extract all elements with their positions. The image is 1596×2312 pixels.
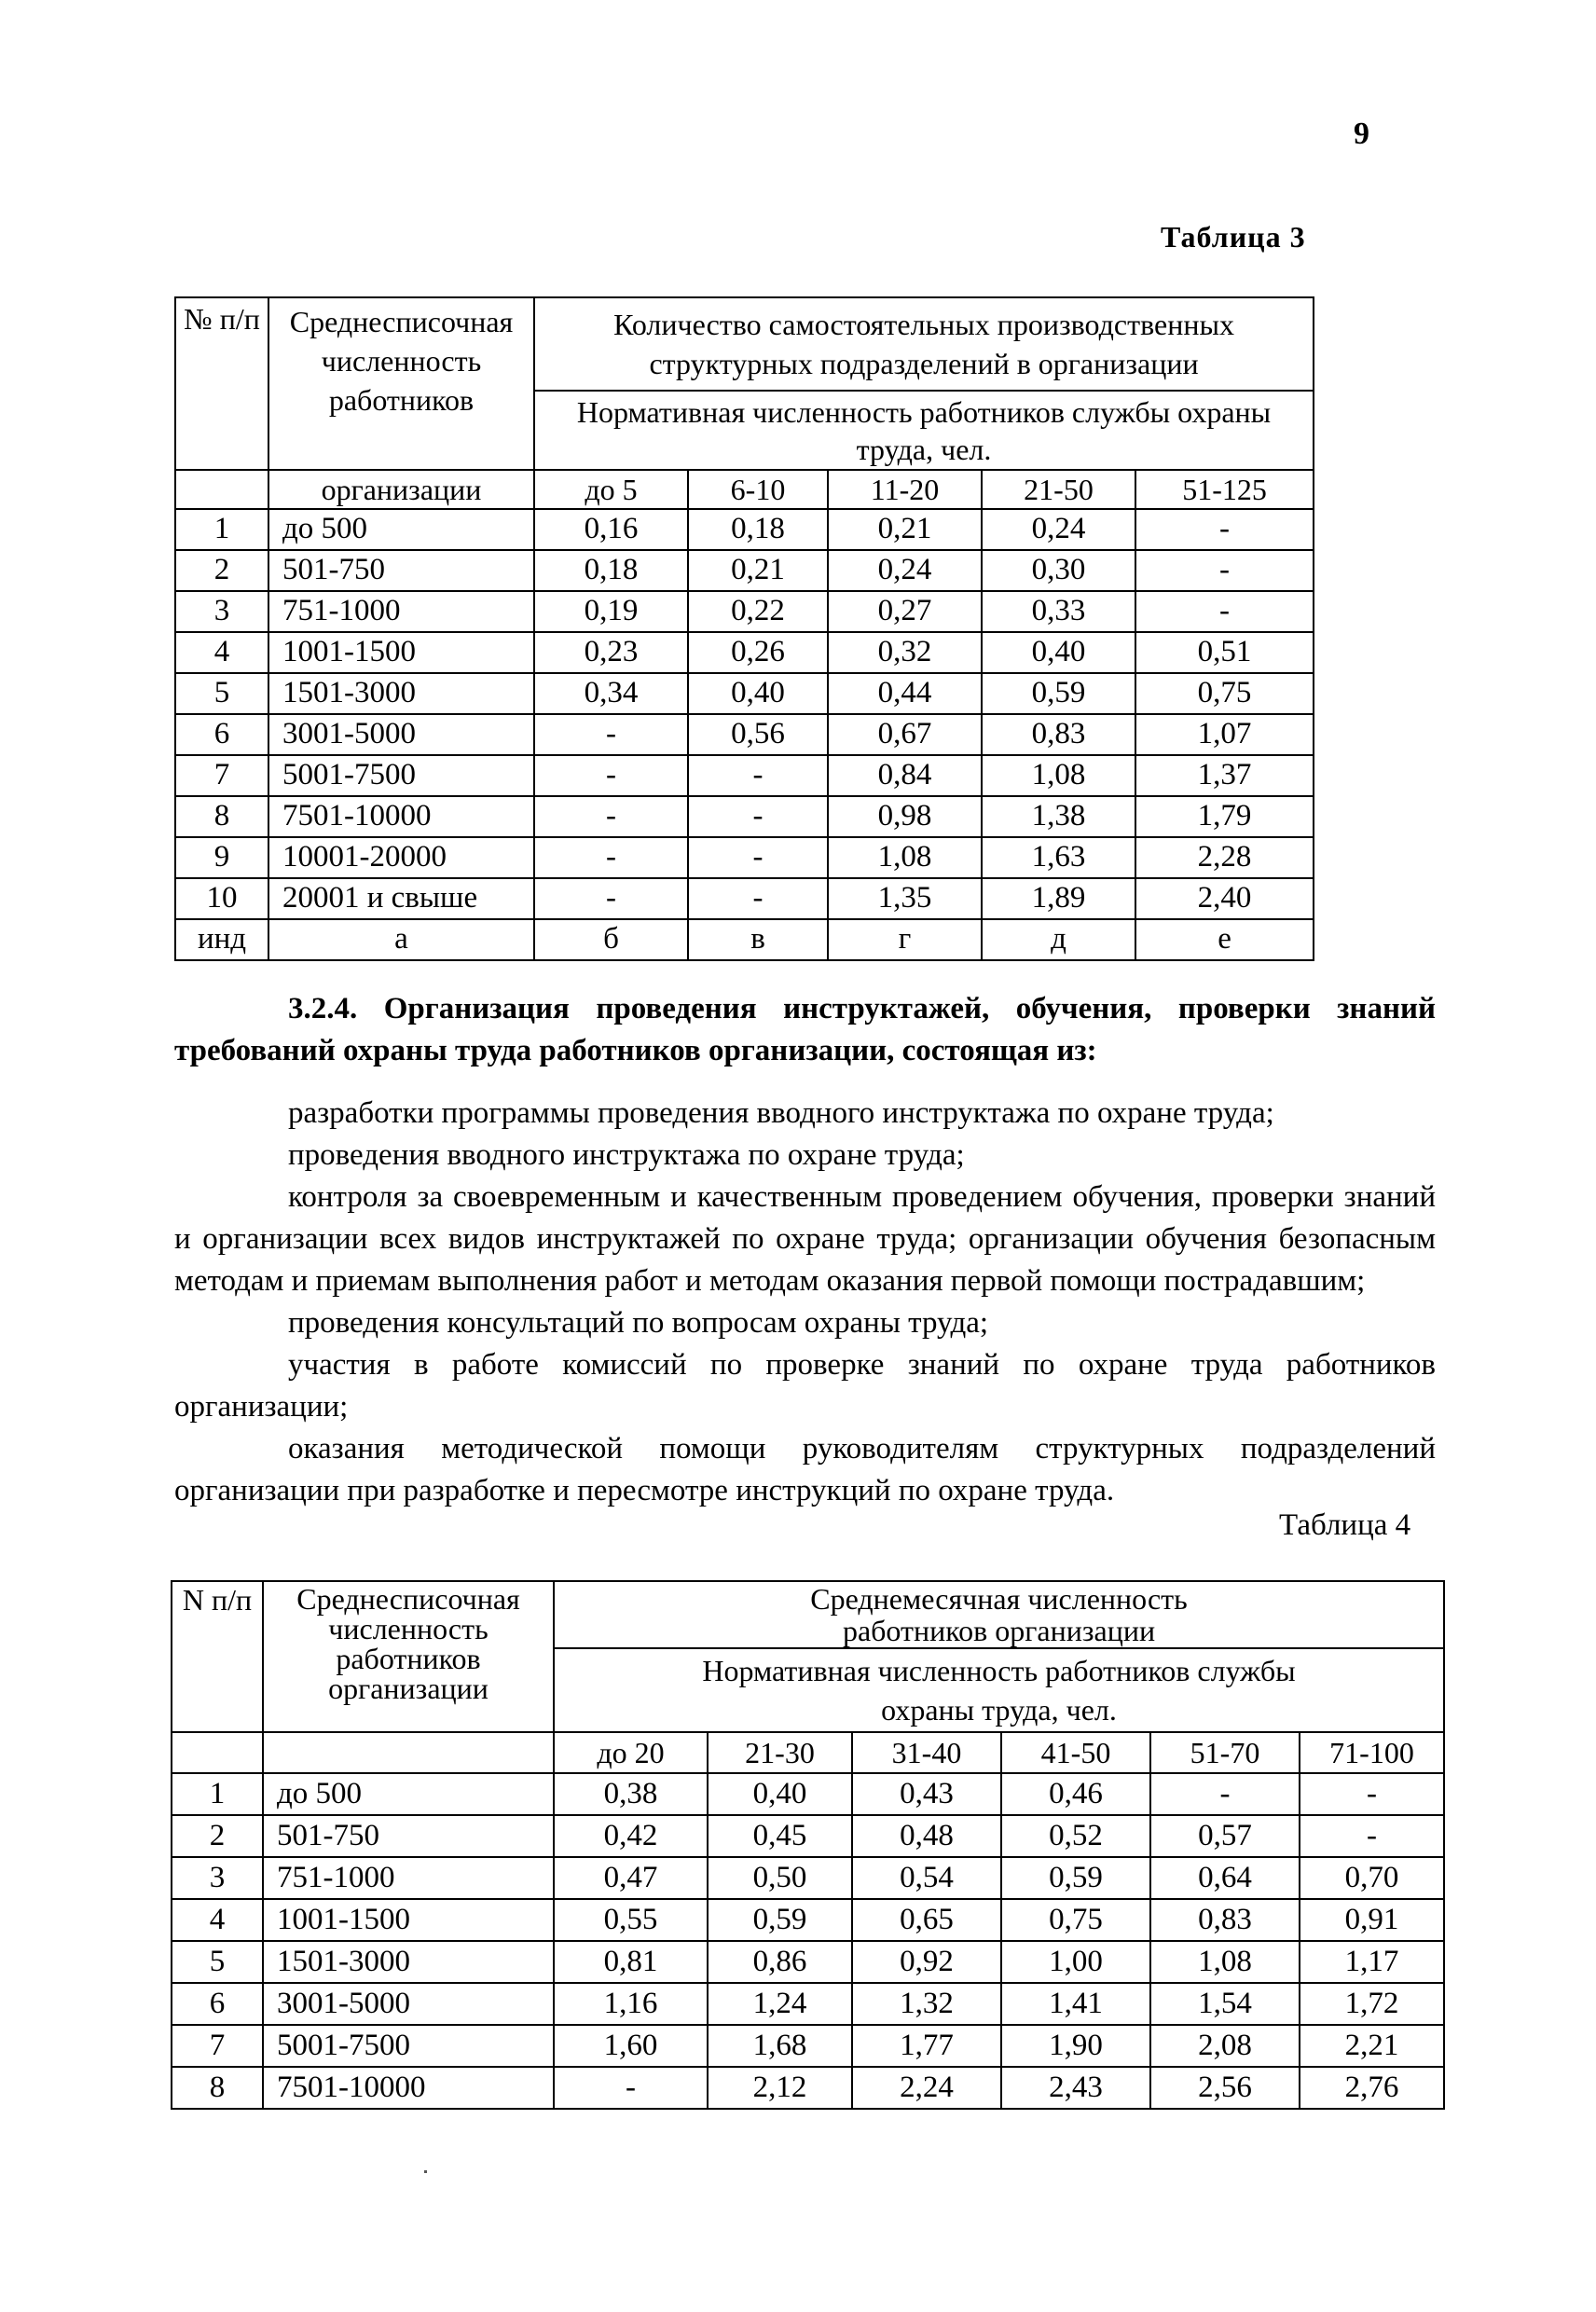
table-row xyxy=(175,878,1314,919)
cell: 1,35 xyxy=(828,878,982,919)
header-num: N п/п xyxy=(172,1581,263,1732)
row-range: 5001-7500 xyxy=(263,2025,554,2067)
cell: 0,21 xyxy=(688,550,828,591)
column-header: до 20 xyxy=(554,1732,708,1773)
row-num: 6 xyxy=(175,714,268,755)
cell: 1,79 xyxy=(1135,796,1314,837)
cell: 1,17 xyxy=(1300,1941,1444,1983)
list-item: участия в работе комиссий по проверке знаний по охране труда работников организации; xyxy=(174,1348,1436,1424)
table-3 xyxy=(174,296,1314,961)
cell: 1,54 xyxy=(1150,1983,1300,2025)
column-header: 31-40 xyxy=(852,1732,1001,1773)
cell: - xyxy=(1300,1815,1444,1857)
row-num: 4 xyxy=(175,632,268,673)
cell: 1,37 xyxy=(1135,755,1314,796)
index-row xyxy=(175,919,1314,960)
table-row xyxy=(175,837,1314,878)
cell: 1,60 xyxy=(554,2025,708,2067)
column-header: 21-50 xyxy=(982,470,1135,509)
row-range: 751-1000 xyxy=(263,1857,554,1899)
cell: 0,16 xyxy=(534,509,688,550)
cell: - xyxy=(1135,591,1314,632)
index-cell: б xyxy=(534,919,688,960)
row-num: 7 xyxy=(175,755,268,796)
cell: 0,18 xyxy=(534,550,688,591)
cell: 0,46 xyxy=(1001,1773,1150,1815)
page-number: 9 xyxy=(1354,117,1369,151)
cell: - xyxy=(688,878,828,919)
index-cell: е xyxy=(1135,919,1314,960)
row-num: 2 xyxy=(175,550,268,591)
cell: 2,08 xyxy=(1150,2025,1300,2067)
cell: - xyxy=(534,755,688,796)
cell: 0,33 xyxy=(982,591,1135,632)
column-header: до 5 xyxy=(534,470,688,509)
cell: 0,23 xyxy=(534,632,688,673)
cell: 0,70 xyxy=(1300,1857,1444,1899)
cell: - xyxy=(534,714,688,755)
list-item: проведения консультаций по вопросам охраны труда; xyxy=(288,1306,989,1340)
cell: 0,32 xyxy=(828,632,982,673)
cell: 0,18 xyxy=(688,509,828,550)
cell: 0,19 xyxy=(534,591,688,632)
cell: 0,30 xyxy=(982,550,1135,591)
cell: 1,08 xyxy=(982,755,1135,796)
cell: - xyxy=(534,796,688,837)
table-row xyxy=(172,2067,1444,2109)
section-heading: 3.2.4. Организация проведения инструктажей, обучения, проверки знаний требований охраны труда работников организации, состоящая из: xyxy=(174,992,1436,1067)
row-num: 5 xyxy=(172,1941,263,1983)
cell: 0,59 xyxy=(708,1899,852,1941)
table-3-caption: Таблица 3 xyxy=(1161,220,1306,254)
row-num: 10 xyxy=(175,878,268,919)
cell: - xyxy=(688,755,828,796)
cell: 2,56 xyxy=(1150,2067,1300,2109)
cell: 2,24 xyxy=(852,2067,1001,2109)
cell: 0,91 xyxy=(1300,1899,1444,1941)
cell: 0,56 xyxy=(688,714,828,755)
table-row xyxy=(175,550,1314,591)
row-range: 1001-1500 xyxy=(268,632,534,673)
column-header: 11-20 xyxy=(828,470,982,509)
cell: 0,34 xyxy=(534,673,688,714)
row-range: 1501-3000 xyxy=(268,673,534,714)
table-row xyxy=(175,673,1314,714)
table-row xyxy=(172,2025,1444,2067)
table-4 xyxy=(171,1580,1445,2110)
cell: 0,65 xyxy=(852,1899,1001,1941)
row-num: 3 xyxy=(172,1857,263,1899)
cell: 0,40 xyxy=(688,673,828,714)
row-num: 9 xyxy=(175,837,268,878)
header-group-sub: Нормативная численность работников службы охраны труда, чел. xyxy=(554,1648,1444,1732)
cell: 0,24 xyxy=(828,550,982,591)
cell: 0,27 xyxy=(828,591,982,632)
row-range: 1501-3000 xyxy=(263,1941,554,1983)
cell: - xyxy=(1135,509,1314,550)
index-cell: г xyxy=(828,919,982,960)
table-row xyxy=(175,714,1314,755)
cell: - xyxy=(688,796,828,837)
cell: 2,40 xyxy=(1135,878,1314,919)
cell: 1,38 xyxy=(982,796,1135,837)
row-num: 1 xyxy=(172,1773,263,1815)
table-row xyxy=(175,509,1314,550)
list-item: проведения вводного инструктажа по охране труда; xyxy=(288,1138,965,1172)
cell: - xyxy=(1150,1773,1300,1815)
row-range: 501-750 xyxy=(263,1815,554,1857)
cell: 0,40 xyxy=(708,1773,852,1815)
cell: - xyxy=(1300,1773,1444,1815)
cell: 0,67 xyxy=(828,714,982,755)
cell: 0,44 xyxy=(828,673,982,714)
column-header: 6-10 xyxy=(688,470,828,509)
row-num: 8 xyxy=(175,796,268,837)
row-range: 1001-1500 xyxy=(263,1899,554,1941)
cell: 0,83 xyxy=(1150,1899,1300,1941)
cell: 0,81 xyxy=(554,1941,708,1983)
list-item: контроля за своевременным и качественным проведением обучения, проверки знаний и организации всех видов инструктажей по охране труда; организации обучения безопасным методам и приемам выполнения работ и методам оказания первой помощи пострадавшим; xyxy=(174,1180,1436,1298)
row-range: 5001-7500 xyxy=(268,755,534,796)
cell: 0,43 xyxy=(852,1773,1001,1815)
cell: 0,98 xyxy=(828,796,982,837)
cell: 1,07 xyxy=(1135,714,1314,755)
row-num: 2 xyxy=(172,1815,263,1857)
cell: 1,16 xyxy=(554,1983,708,2025)
table-row xyxy=(175,591,1314,632)
row-range: 10001-20000 xyxy=(268,837,534,878)
cell: 0,86 xyxy=(708,1941,852,1983)
row-range: 7501-10000 xyxy=(268,796,534,837)
cell: 0,26 xyxy=(688,632,828,673)
cell: 0,40 xyxy=(982,632,1135,673)
header-employees-bottom: организации xyxy=(268,470,534,509)
column-header: 51-125 xyxy=(1135,470,1314,509)
cell: 0,47 xyxy=(554,1857,708,1899)
header-group-sub: Нормативная численность работников службы охраны труда, чел. xyxy=(534,391,1314,470)
index-cell: д xyxy=(982,919,1135,960)
header-employees: Среднесписочная численность работников организации xyxy=(263,1581,554,1732)
cell: 0,42 xyxy=(554,1815,708,1857)
cell: 1,08 xyxy=(1150,1941,1300,1983)
list-item: разработки программы проведения вводного инструктажа по охране труда; xyxy=(288,1096,1274,1130)
row-num: 5 xyxy=(175,673,268,714)
cell: 0,59 xyxy=(1001,1857,1150,1899)
column-header: 51-70 xyxy=(1150,1732,1300,1773)
cell: 0,64 xyxy=(1150,1857,1300,1899)
header-group-top: Среднемесячная численность работников организации xyxy=(554,1581,1444,1648)
cell: 0,24 xyxy=(982,509,1135,550)
cell: 1,77 xyxy=(852,2025,1001,2067)
row-num: 1 xyxy=(175,509,268,550)
cell: 0,38 xyxy=(554,1773,708,1815)
table-row xyxy=(172,1983,1444,2025)
cell: 1,08 xyxy=(828,837,982,878)
cell: 0,92 xyxy=(852,1941,1001,1983)
row-num: 6 xyxy=(172,1983,263,2025)
table-row xyxy=(175,796,1314,837)
cell: 0,55 xyxy=(554,1899,708,1941)
cell: - xyxy=(688,837,828,878)
cell: 0,75 xyxy=(1135,673,1314,714)
row-num: 3 xyxy=(175,591,268,632)
cell: 0,57 xyxy=(1150,1815,1300,1857)
row-range: 3001-5000 xyxy=(268,714,534,755)
row-num: инд xyxy=(175,919,268,960)
cell: 2,43 xyxy=(1001,2067,1150,2109)
cell: 2,76 xyxy=(1300,2067,1444,2109)
cell: - xyxy=(534,878,688,919)
cell: - xyxy=(554,2067,708,2109)
header-employees: Среднесписочная численность работников xyxy=(268,297,534,470)
cell: 2,28 xyxy=(1135,837,1314,878)
row-num: 4 xyxy=(172,1899,263,1941)
column-header: 41-50 xyxy=(1001,1732,1150,1773)
column-header: 71-100 xyxy=(1300,1732,1444,1773)
row-range: до 500 xyxy=(263,1773,554,1815)
cell: 0,22 xyxy=(688,591,828,632)
cell: 1,00 xyxy=(1001,1941,1150,1983)
table-row xyxy=(172,1899,1444,1941)
cell: - xyxy=(534,837,688,878)
scan-speck xyxy=(424,2170,427,2173)
row-num: 8 xyxy=(172,2067,263,2109)
table-row xyxy=(175,632,1314,673)
header-num: № п/п xyxy=(175,297,268,470)
cell: 0,45 xyxy=(708,1815,852,1857)
cell: 0,59 xyxy=(982,673,1135,714)
table-row xyxy=(172,1815,1444,1857)
cell: 0,75 xyxy=(1001,1899,1150,1941)
cell: 1,90 xyxy=(1001,2025,1150,2067)
cell: 1,32 xyxy=(852,1983,1001,2025)
column-header: 21-30 xyxy=(708,1732,852,1773)
table-row xyxy=(172,1941,1444,1983)
cell: 1,63 xyxy=(982,837,1135,878)
cell: 0,50 xyxy=(708,1857,852,1899)
cell: 1,41 xyxy=(1001,1983,1150,2025)
cell: 0,83 xyxy=(982,714,1135,755)
list-item: оказания методической помощи руководителям структурных подразделений организации при разработке и пересмотре инструкций по охране труда. xyxy=(174,1432,1436,1507)
row-range: до 500 xyxy=(268,509,534,550)
cell: 1,72 xyxy=(1300,1983,1444,2025)
cell: 0,54 xyxy=(852,1857,1001,1899)
row-range: 501-750 xyxy=(268,550,534,591)
row-range: 20001 и свыше xyxy=(268,878,534,919)
cell: 2,21 xyxy=(1300,2025,1444,2067)
cell: - xyxy=(1135,550,1314,591)
cell: 2,12 xyxy=(708,2067,852,2109)
cell: 0,51 xyxy=(1135,632,1314,673)
row-range: 751-1000 xyxy=(268,591,534,632)
section-body xyxy=(174,988,1436,1512)
cell: 0,84 xyxy=(828,755,982,796)
cell: 1,89 xyxy=(982,878,1135,919)
row-range: 7501-10000 xyxy=(263,2067,554,2109)
cell: 0,48 xyxy=(852,1815,1001,1857)
table-row xyxy=(175,755,1314,796)
index-cell: а xyxy=(268,919,534,960)
row-range: 3001-5000 xyxy=(263,1983,554,2025)
index-cell: в xyxy=(688,919,828,960)
cell: 1,24 xyxy=(708,1983,852,2025)
table-row xyxy=(172,1857,1444,1899)
cell: 0,21 xyxy=(828,509,982,550)
header-group-top: Количество самостоятельных производственных структурных подразделений в организации xyxy=(534,297,1314,391)
cell: 0,52 xyxy=(1001,1815,1150,1857)
table-row xyxy=(172,1773,1444,1815)
row-num: 7 xyxy=(172,2025,263,2067)
cell: 1,68 xyxy=(708,2025,852,2067)
table-4-caption: Таблица 4 xyxy=(1279,1508,1411,1542)
